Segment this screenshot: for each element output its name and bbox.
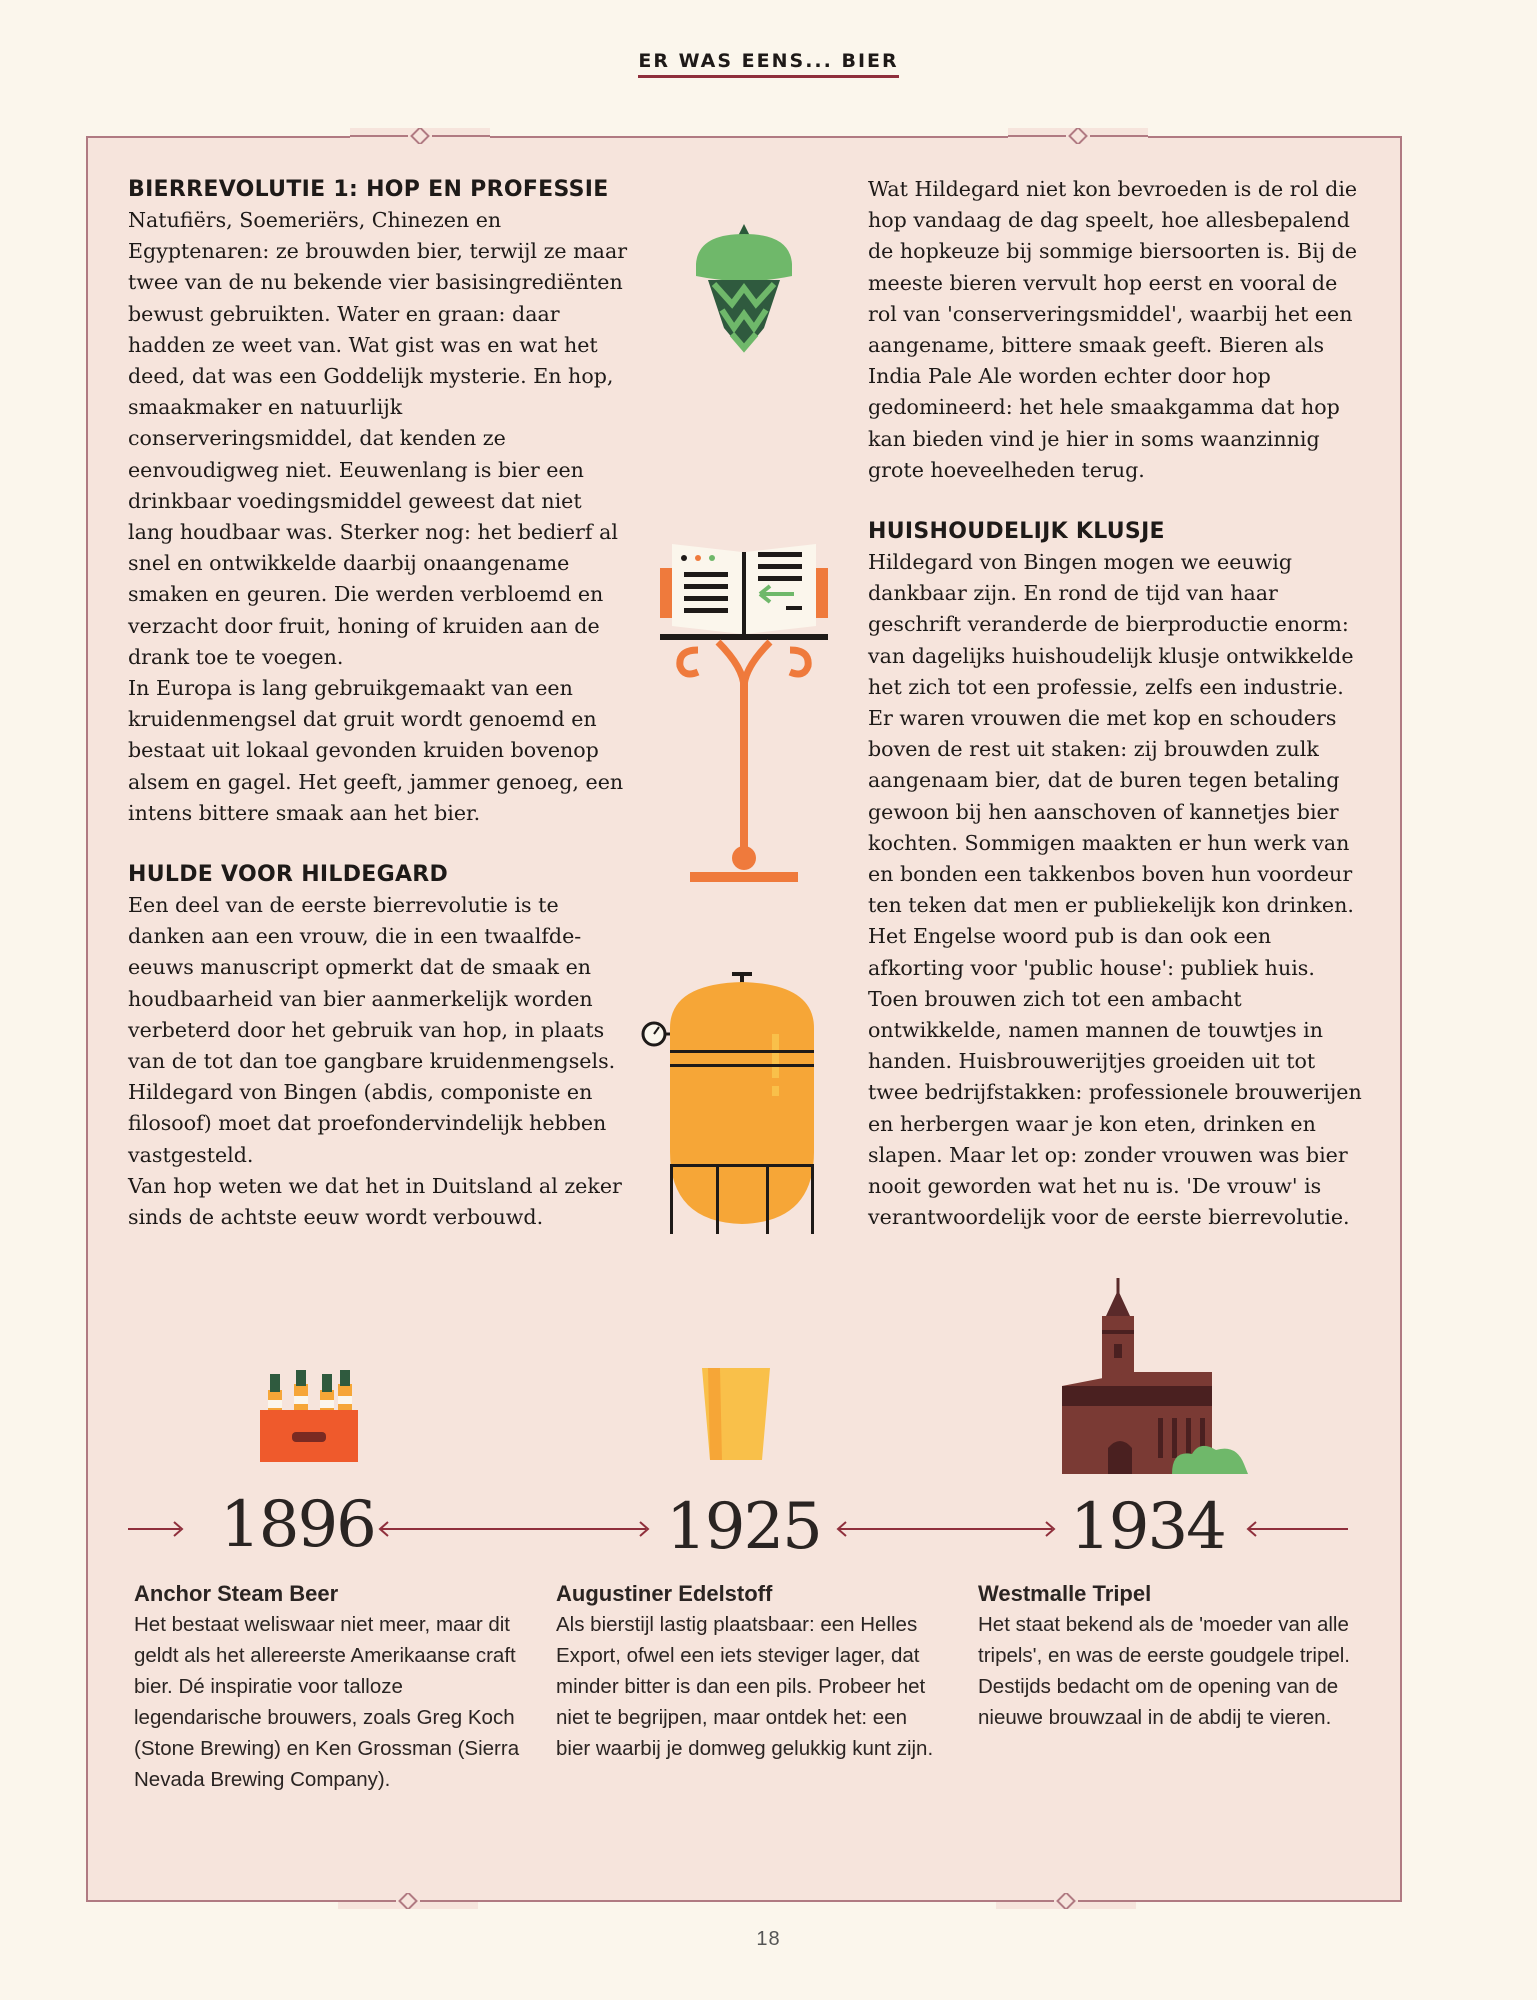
- beer-glass-icon: [700, 1366, 772, 1462]
- timeline-entry-text: Het staat bekend als de 'moeder van alle tripels', en was de eerste goudgele tripel. Destijds bedacht om de opening van de nieuwe brouwzaal in de abdij te vieren.: [978, 1613, 1350, 1729]
- border-ornament-bottom-left: [338, 1893, 478, 1909]
- timeline-entry-text: Als bierstijl lastig plaatsbaar: een Helles Export, ofwel een iets steviger lager, dat minder bitter is dan een pils. Probeer het niet te begrijpen, maar ontdek het: een bier waarbij je domweg gelukkig kunt zijn.: [556, 1613, 934, 1760]
- timeline-year-1896: 1896: [220, 1488, 375, 1562]
- hop-cone-icon: [688, 224, 800, 356]
- border-ornament-top-left: [350, 128, 490, 144]
- brewing-kettle-icon: [640, 968, 826, 1236]
- abbey-icon: [1060, 1278, 1252, 1474]
- timeline-year-1925: 1925: [666, 1490, 821, 1564]
- timeline-entry-1925: [556, 1578, 936, 1764]
- paragraph: Hildegard von Bingen mogen we eeuwig dankbaar zijn. En rond de tijd van haar geschrift veranderde de bierproductie enorm: van dagelijks huishoudelijk klusje ontwikkelde het zich tot een professie, zelfs een industrie. Er waren vrouwen die met kop en schouders boven de rest uit staken: zij brouwden zulk aangenaam bier, dat de buren tegen betaling gewoon bij hen aanschoven of kannetjes bier kochten. Sommigen maakten er hun werk van en bonden een takkenbos boven hun voordeur ten teken dat men er publiekelijk kon drinken. Het Engelse woord pub is dan ook een afkorting voor 'public house': publiek huis. Toen brouwen zich tot een ambacht ontwikkelde, namen mannen de touwtjes in handen. Huisbrouwerijtjes groeiden uit tot twee bedrijfstakken: professionele brouwerijen en herbergen waar je kon eten, drinken en slapen. Maar let op: zonder vrouwen was bier nooit geworden wat het nu is. 'De vrouw' is verantwoordelijk voor de eerste bierrevolutie.: [868, 550, 1362, 1230]
- page-number: 18: [756, 1928, 781, 1950]
- timeline-entry-title: Augustiner Edelstoff: [556, 1581, 773, 1606]
- paragraph: Een deel van de eerste bierrevolutie is te danken aan een vrouw, die in een twaalfde-eeuws manuscript opmerkt dat de smaak en houdbaarheid van bier aanmerkelijk worden verbeterd door het gebruik van hop, in plaats van de tot dan toe gangbare kruidenmengsels. Hildegard von Bingen (abdis, componiste en filosoof) moet dat proefondervindelijk hebben vastgesteld.: [128, 893, 616, 1167]
- left-column: [128, 174, 628, 1233]
- border-ornament-bottom-right: [996, 1893, 1136, 1909]
- paragraph: Van hop weten we dat het in Duitsland al zeker sinds de achtste eeuw wordt verbouwd.: [128, 1173, 622, 1230]
- section-heading: HULDE VOOR HILDEGARD: [128, 862, 449, 888]
- running-header: [0, 50, 1537, 72]
- beer-crate-icon: [258, 1370, 360, 1462]
- paragraph: Natufiërs, Soemeriërs, Chinezen en Egyptenaren: ze brouwden bier, terwijl ze maar twee van de nu bekende vier basisingrediënten bewust gebruikten. Water en graan: daar hadden ze weet van. Wat gist was en wat het deed, dat was een Goddelijk mysterie. En hop, smaakmaker en natuurlijk conserveringsmiddel, dat kenden ze eenvoudigweg niet. Eeuwenlang is bier een drinkbaar voedingsmiddel geweest dat niet lang houdbaar was. Sterker nog: het bedierf al snel en ontwikkelde daarbij onaangename smaken en geuren. Die werden verbloemd en verzacht door fruit, honing of kruiden aan de drank toe te voegen.: [128, 208, 628, 669]
- timeline-entry-text: Het bestaat weliswaar niet meer, maar dit geldt als het allereerste Amerikaanse craft bier. Dé inspiratie voor talloze legendarische brouwers, zoals Greg Koch (Stone Brewing) en Ken Grossman (Sierra Nevada Brewing Company).: [134, 1613, 520, 1791]
- section-heading: HUISHOUDELIJK KLUSJE: [868, 519, 1165, 545]
- timeline-entry-title: Anchor Steam Beer: [134, 1581, 339, 1606]
- right-column: [868, 174, 1368, 1234]
- section-heading: BIERREVOLUTIE 1: HOP EN PROFESSIE: [128, 177, 609, 202]
- timeline-entry-1896: [134, 1578, 524, 1795]
- timeline-entry-1934: [978, 1578, 1358, 1733]
- border-ornament-top-right: [1008, 128, 1148, 144]
- paragraph: In Europa is lang gebruikgemaakt van een kruidenmengsel dat gruit wordt genoemd en bestaat uit lokaal gevonden kruiden bovenop alsem en gagel. Het geeft, jammer genoeg, een intens bittere smaak aan het bier.: [128, 676, 624, 825]
- timeline-year-1934: 1934: [1070, 1490, 1225, 1564]
- book-lectern-icon: [658, 538, 830, 886]
- paragraph: Wat Hildegard niet kon bevroeden is de rol die hop vandaag de dag speelt, hoe allesbepalend de hopkeuze bij sommige biersoorten is. Bij de meeste bieren vervult hop eerst en vooral de rol van 'conserveringsmiddel', waarbij het een aangename, bittere smaak geeft. Bieren als India Pale Ale worden echter door hop gedomineerd: het hele smaakgamma dat hop kan bieden vind je hier in soms waanzinnig grote hoeveelheden terug.: [868, 177, 1358, 482]
- header-title: ER WAS EENS... BIER: [638, 50, 898, 78]
- timeline-entry-title: Westmalle Tripel: [978, 1581, 1152, 1606]
